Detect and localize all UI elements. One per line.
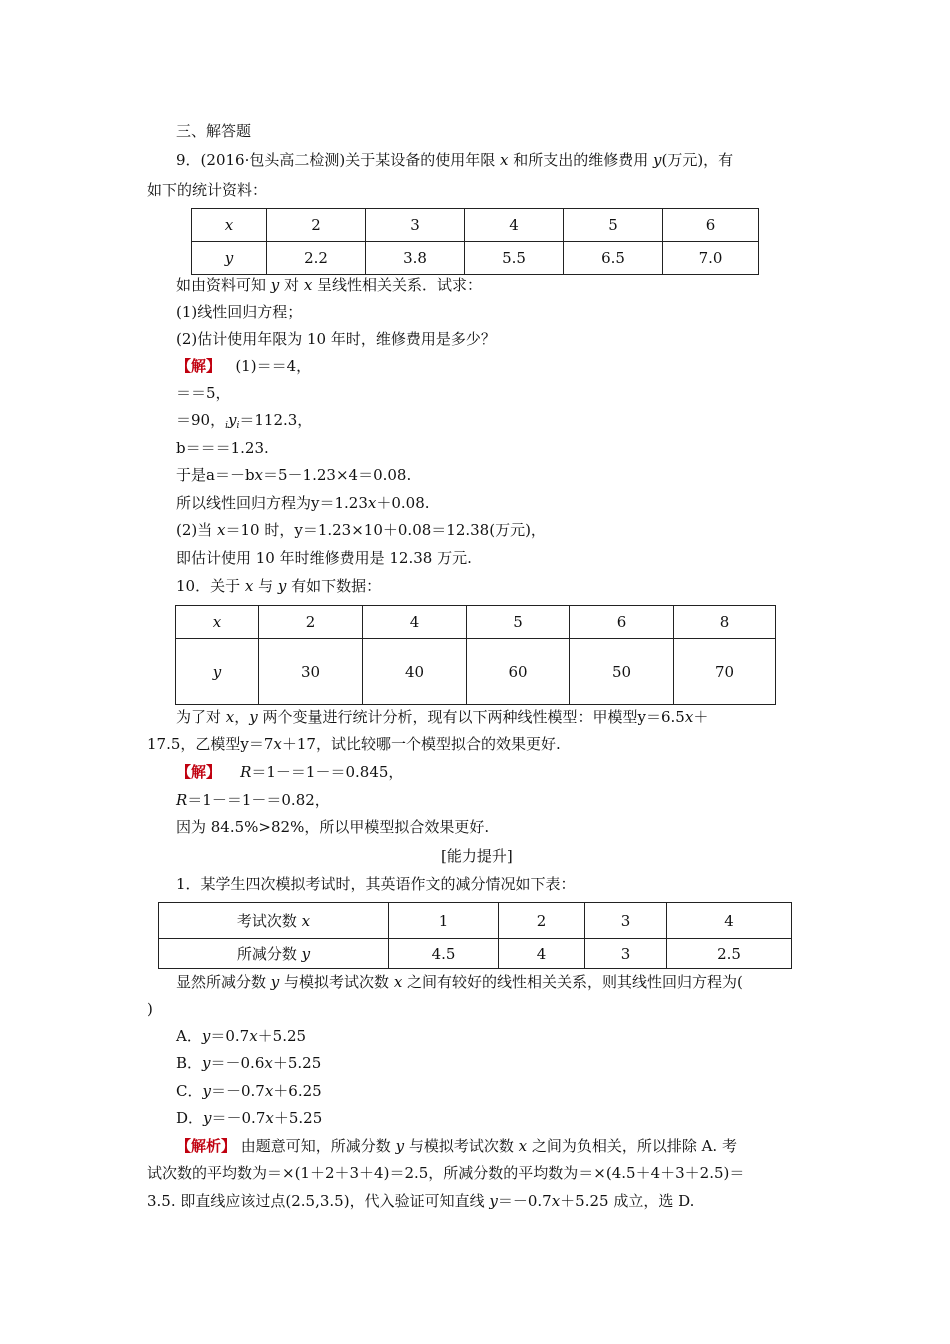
q1-ana1-x: x xyxy=(518,1137,528,1155)
section-heading: 三、解答题 xyxy=(176,122,252,140)
q9-after-a: 如由资料可知 xyxy=(176,276,271,294)
q9-cell: 7.0 xyxy=(663,242,759,275)
q9-cell: 2 xyxy=(267,209,366,242)
q9-sol-8: 即估计使用 10 年时维修费用是 12.38 万元. xyxy=(176,549,472,567)
q1-ana3-c: ＋5.25 成立，选 D. xyxy=(560,1192,695,1210)
q9-cell: 5 xyxy=(564,209,663,242)
q1-table-row-y xyxy=(159,939,792,969)
q1-text-c: 之间有较好的线性相关关系，则其线性回归方程为( xyxy=(402,973,743,991)
q10-stem xyxy=(176,576,381,596)
q10-cell: x xyxy=(176,606,259,639)
q9-sol-5a: 于是a＝－b xyxy=(176,466,255,484)
q10-table-row-x xyxy=(176,606,776,639)
q10-table xyxy=(175,605,776,705)
q1-cell: 2 xyxy=(499,903,585,939)
q9-after-b: 对 xyxy=(279,276,304,294)
q10-stem-b: 与 xyxy=(253,577,278,595)
q1-ana1-y: y xyxy=(395,1137,405,1155)
q10-stem-x: x xyxy=(244,577,254,595)
q9-sol-3-sub: i xyxy=(225,421,228,431)
q1-analysis-line1 xyxy=(176,1136,737,1156)
q9-cell: 3 xyxy=(366,209,465,242)
q1-analysis-line3 xyxy=(147,1191,694,1211)
q9-sol-2: ＝＝5， xyxy=(176,384,231,402)
q10-stem-y: y xyxy=(277,577,287,595)
q9-cell: 2.2 xyxy=(267,242,366,275)
q1-text xyxy=(176,972,743,992)
q1-table-row-x xyxy=(159,903,792,939)
q1-opt-mid: ＝－0.6 xyxy=(210,1054,265,1072)
section2-heading: [能力提升] xyxy=(441,847,513,865)
q10-line2-a: 17.5，乙模型y＝7 xyxy=(147,735,274,753)
q1-opt-var2: x xyxy=(264,1082,274,1100)
q9-sol-6b: ＋0.08. xyxy=(376,494,430,512)
q1-cell: 4.5 xyxy=(389,939,499,969)
q9-table xyxy=(191,208,759,275)
q9-sol-6x: x xyxy=(367,494,377,512)
q10-cell: y xyxy=(176,639,259,705)
q10-line1-b: ， xyxy=(234,708,250,726)
q9-stem-line1 xyxy=(176,150,733,170)
q1-text-a: 显然所减分数 xyxy=(176,973,271,991)
q9-cell: y xyxy=(192,242,267,275)
q1-ana3-a: 3.5. 即直线应该过点(2.5,3.5)，代入验证可知直线 xyxy=(147,1192,490,1210)
q9-sol-3-sub2: i xyxy=(236,421,240,431)
q9-sol-7 xyxy=(176,520,546,540)
q9-stem-a: 9．(2016·包头高二检测)关于某设备的使用年限 xyxy=(176,151,500,169)
q10-line2-b: ＋17，试比较哪一个模型拟合的效果更好. xyxy=(281,735,561,753)
q9-cell: 5.5 xyxy=(465,242,564,275)
q10-cell: 2 xyxy=(259,606,363,639)
q1-cell-label xyxy=(159,939,389,969)
q1-ana3-x: x xyxy=(551,1192,561,1210)
q9-solution-line1 xyxy=(176,356,311,376)
q10-sol-3: 因为 84.5%>82%，所以甲模型拟合效果更好. xyxy=(176,818,490,836)
q1-ana1-c: 之间为负相关，所以排除 A. 考 xyxy=(527,1137,737,1155)
q9-solution-tag: 【解】 xyxy=(176,357,222,375)
q10-line1-x2: x xyxy=(684,708,694,726)
q9-sol-3a: ＝90， xyxy=(176,411,226,429)
q1-text-b: 与模拟考试次数 xyxy=(279,973,394,991)
q9-sol-6a: 所以线性回归方程为y＝1.23 xyxy=(176,494,368,512)
q1-opt-var: y xyxy=(202,1082,211,1100)
q10-stem-a: 10．关于 xyxy=(176,577,245,595)
q10-line1-y: y xyxy=(249,708,258,726)
q1-opt-letter: A． xyxy=(176,1027,202,1045)
q10-sol1-R: R xyxy=(240,763,252,781)
q10-line2-x: x xyxy=(273,735,282,753)
q1-opt-mid: ＝0.7 xyxy=(210,1027,250,1045)
q1-opt-end: ＋6.25 xyxy=(273,1082,322,1100)
q1-opt-var2: x xyxy=(249,1027,258,1045)
q1-cell: 3 xyxy=(585,939,667,969)
q10-sol2-R: R xyxy=(176,791,188,809)
q9-stem-c: (万元)，有 xyxy=(661,151,734,169)
q1-option-a xyxy=(176,1026,306,1046)
q9-sol-3 xyxy=(176,410,312,433)
q1-row2-label: 所减分数 xyxy=(236,945,302,963)
q1-opt-letter: D． xyxy=(176,1109,204,1127)
q1-option-b xyxy=(176,1053,321,1073)
q10-sol1-rest: ＝1－＝1－＝0.845， xyxy=(251,763,404,781)
q9-cell: 3.8 xyxy=(366,242,465,275)
q9-after-c: 呈线性相关关系．试求： xyxy=(312,276,483,294)
q9-sol-7a: (2)当 xyxy=(176,521,218,539)
q10-line1-a: 为了对 xyxy=(176,708,226,726)
q9-stem-b: 和所支出的维修费用 xyxy=(508,151,653,169)
q1-row1-label: 考试次数 xyxy=(236,912,302,930)
q1-cell: 2.5 xyxy=(667,939,792,969)
q9-stem-y: y xyxy=(652,151,662,169)
q9-sol-3b: ＝112.3， xyxy=(239,411,313,429)
q1-opt-var: y xyxy=(203,1109,212,1127)
q1-opt-mid: ＝－0.7 xyxy=(210,1082,265,1100)
q1-text-y: y xyxy=(270,973,280,991)
q9-sol-4: b＝＝＝1.23. xyxy=(176,439,269,457)
q10-cell: 4 xyxy=(363,606,467,639)
q9-sol-7b: ＝10 时，y＝1.23×10＋0.08＝12.38(万元)， xyxy=(225,521,546,539)
q1-row1-var: x xyxy=(301,912,311,930)
q10-cell: 8 xyxy=(674,606,776,639)
q1-opt-var: y xyxy=(201,1027,211,1045)
q9-stem-x: x xyxy=(499,151,509,169)
q10-sol2-rest: ＝1－＝1－＝0.82， xyxy=(187,791,330,809)
q10-solution-tag: 【解】 xyxy=(176,763,222,781)
q9-sol-5x: x xyxy=(254,466,264,484)
q10-cell: 6 xyxy=(570,606,674,639)
q9-part2: (2)估计使用年限为 10 年时，维修费用是多少？ xyxy=(176,330,496,348)
q1-opt-var2: x xyxy=(265,1109,274,1127)
q9-sol-7x: x xyxy=(217,521,226,539)
q1-ana3-b: ＝－0.7 xyxy=(497,1192,552,1210)
q10-line1-c: 两个变量进行统计分析，现有以下两种线性模型：甲模型y＝6.5 xyxy=(257,708,685,726)
q1-opt-end: ＋5.25 xyxy=(273,1109,323,1127)
q10-line1 xyxy=(176,707,708,727)
q10-table-row-y xyxy=(176,639,776,705)
q10-sol-1 xyxy=(176,762,403,782)
q9-after-table xyxy=(176,275,482,295)
q1-cell: 3 xyxy=(585,903,667,939)
q10-line2 xyxy=(147,734,561,754)
q10-cell: 40 xyxy=(363,639,467,705)
q9-sol-3-y: y xyxy=(227,411,237,429)
q1-cell: 4 xyxy=(499,939,585,969)
q1-ana1-a: 由题意可知，所减分数 xyxy=(236,1137,396,1155)
q1-opt-mid: ＝－0.7 xyxy=(211,1109,266,1127)
q9-sol-5b: ＝5－1.23×4＝0.08. xyxy=(263,466,412,484)
q9-stem-line2: 如下的统计资料： xyxy=(147,181,268,199)
q9-part1: (1)线性回归方程； xyxy=(176,303,303,321)
q10-cell: 30 xyxy=(259,639,363,705)
q1-cell-label xyxy=(159,903,389,939)
q1-option-d xyxy=(176,1108,322,1128)
q9-after-y: y xyxy=(270,276,280,294)
q10-stem-c: 有如下数据： xyxy=(286,577,382,595)
q9-sol-6 xyxy=(176,493,430,513)
q1-row2-var: y xyxy=(301,945,311,963)
q1-text-close: ) xyxy=(147,1000,153,1018)
q1-cell: 4 xyxy=(667,903,792,939)
q1-ana3-y: y xyxy=(489,1192,498,1210)
q1-opt-var2: x xyxy=(264,1054,273,1072)
q9-cell: x xyxy=(192,209,267,242)
q10-line1-d: ＋ xyxy=(693,708,709,726)
q1-opt-end: ＋5.25 xyxy=(272,1054,322,1072)
q10-cell: 60 xyxy=(467,639,570,705)
q9-cell: 6 xyxy=(663,209,759,242)
q9-table-row-x xyxy=(192,209,759,242)
q10-sol-2 xyxy=(176,790,330,810)
q9-table-row-y xyxy=(192,242,759,275)
q1-opt-letter: B． xyxy=(176,1054,203,1072)
q10-cell: 50 xyxy=(570,639,674,705)
q1-stem: 1．某学生四次模拟考试时，其英语作文的减分情况如下表： xyxy=(176,875,576,893)
q1-opt-end: ＋5.25 xyxy=(257,1027,307,1045)
q1-analysis-line2: 试次数的平均数为＝×(1＋2＋3＋4)＝2.5，所减分数的平均数为＝×(4.5＋4＋3＋2.5)＝ xyxy=(147,1164,745,1182)
q10-cell: 5 xyxy=(467,606,570,639)
q10-line1-x: x xyxy=(225,708,235,726)
q10-cell: 70 xyxy=(674,639,776,705)
q1-cell: 1 xyxy=(389,903,499,939)
q9-sol-5 xyxy=(176,465,411,485)
q1-table xyxy=(158,902,792,969)
q9-sol-1: (1)＝＝4， xyxy=(235,357,312,375)
q1-text-x: x xyxy=(393,973,403,991)
q1-option-c xyxy=(176,1081,322,1101)
q9-cell: 4 xyxy=(465,209,564,242)
q9-cell: 6.5 xyxy=(564,242,663,275)
q1-opt-var: y xyxy=(202,1054,211,1072)
q1-ana1-b: 与模拟考试次数 xyxy=(404,1137,519,1155)
q1-opt-letter: C． xyxy=(176,1082,203,1100)
q1-analysis-tag: 【解析】 xyxy=(176,1137,237,1155)
q9-after-x: x xyxy=(303,276,313,294)
